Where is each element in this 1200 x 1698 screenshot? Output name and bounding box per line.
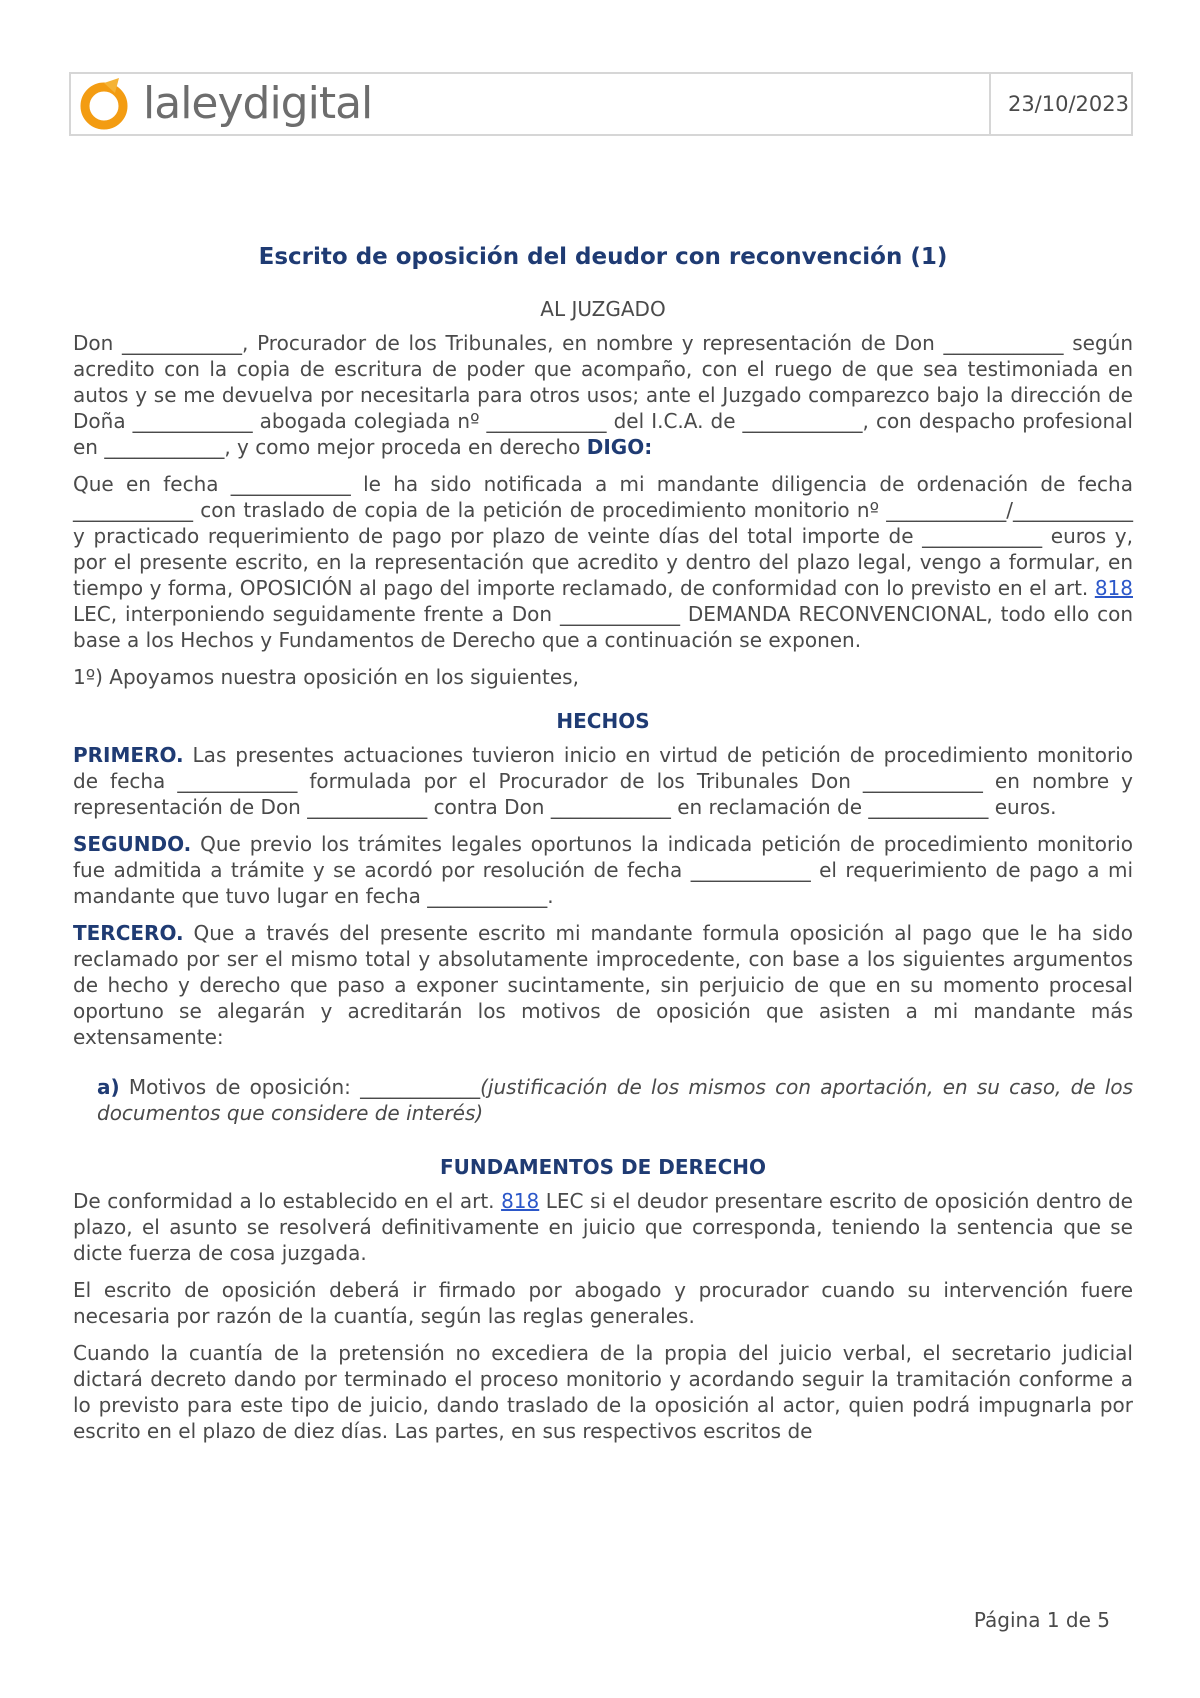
- laleydigital-logo-icon: [75, 75, 133, 133]
- hecho-segundo: SEGUNDO. Que previo los trámites legales oportunos la indicada petición de procedimiento monitorio fue admitida a trámite y se acordó por resolución de fecha ____________ el requerimiento de pago a mi mandante que tuvo lugar en fecha ____________.: [73, 832, 1134, 908]
- addressee: AL JUZGADO: [540, 297, 666, 321]
- fundamento-3: Cuando la cuantía de la pretensión no excediera de la propia del juicio verbal, el secretario judicial dictará decreto dando por terminado el proceso monitorio y acordando seguir la tramitación conforme a lo previsto para este tipo de juicio, dando traslado de la oposición al actor, quien podrá impugnarla por escrito en el plazo de diez días. Las partes, en sus respectivos escritos de: [73, 1341, 1133, 1443]
- intro-paragraph: Don ____________, Procurador de los Tribunales, en nombre y representación de Don ____________ según acredito con la copia de escritura de poder que acompaño, con el ruego de que sea testimoniada en autos y se me devuelva por necesitarla para otros usos; ante el Juzgado comparezco bajo la dirección de Doña ____________ abogada colegiada nº ____________ del I.C.A. de ____________, con despacho profesional en ____________, y como mejor proceda en derecho DIGO:: [73, 331, 1133, 459]
- tercero-label: TERCERO.: [73, 921, 184, 945]
- document-title: Escrito de oposición del deudor con reconvención (1): [258, 244, 948, 270]
- hecho-tercero: TERCERO. Que a través del presente escrito mi mandante formula oposición al pago que le ha sido reclamado por ser el mismo total y absolutamente improcedente, con base a los siguientes argumentos de hecho y derecho que paso a exponer sucintamente, sin perjuicio de que en su momento procesal oportuno se alegarán y acreditarán los motivos de oposición que asisten a mi mandante más extensamente:: [73, 921, 1133, 1049]
- notification-paragraph: Que en fecha ____________ le ha sido notificada a mi mandante diligencia de ordenación de fecha ____________ con traslado de copia de la petición de procedimiento monitorio nº ____________/____________ y practicado requerimiento de pago por plazo de veinte días del total importe de ____________ euros y, por el presente escrito, en la representación que acredito y dentro del plazo legal, vengo a formular, en tiempo y forma, OPOSICIÓN al pago del importe reclamado, de conformidad con lo previsto en el art. 818 LEC, interponiendo seguidamente frente a Don ____________ DEMANDA RECONVENCIONAL, todo ello con base a los Hechos y Fundamentos de Derecho que a continuación se exponen.: [73, 472, 1134, 652]
- document-body: [73, 242, 1133, 1455]
- fundamentos-heading: FUNDAMENTOS DE DERECHO: [439, 1155, 766, 1179]
- primero-label: PRIMERO.: [73, 743, 184, 767]
- article-818-link-2[interactable]: 818: [501, 1189, 540, 1213]
- logo: [71, 74, 989, 134]
- page-number: Página 1 de 5: [973, 1608, 1110, 1632]
- motivos-label: a): [97, 1075, 120, 1099]
- hechos-heading: HECHOS: [556, 709, 650, 733]
- point-one: 1º) Apoyamos nuestra oposición en los siguientes,: [73, 665, 579, 689]
- segundo-label: SEGUNDO.: [73, 832, 192, 856]
- document-header: [69, 72, 1133, 136]
- digo-label: DIGO:: [586, 435, 653, 459]
- fundamento-1: De conformidad a lo establecido en el art. 818 LEC si el deudor presentare escrito de oposición dentro de plazo, el asunto se resolverá definitivamente en juicio que corresponda, teniendo la sentencia que se dicte fuerza de cosa juzgada.: [73, 1189, 1133, 1265]
- brand-name: laleydigital: [143, 78, 373, 129]
- article-818-link[interactable]: 818: [1094, 576, 1133, 600]
- hecho-primero: PRIMERO. Las presentes actuaciones tuvieron inicio en virtud de petición de procedimiento monitorio de fecha ____________ formulada por el Procurador de los Tribunales Don ____________ en nombre y representación de Don ____________ contra Don ____________ en reclamación de ____________ euros.: [73, 743, 1133, 819]
- fundamento-2: El escrito de oposición deberá ir firmado por abogado y procurador cuando su intervención fuere necesaria por razón de la cuantía, según las reglas generales.: [73, 1278, 1133, 1328]
- document-date: 23/10/2023: [989, 74, 1131, 134]
- motivos-oposicion: a) Motivos de oposición: ____________(justificación de los mismos con aportación, en su caso, de los documentos que considere de interés): [97, 1075, 1133, 1125]
